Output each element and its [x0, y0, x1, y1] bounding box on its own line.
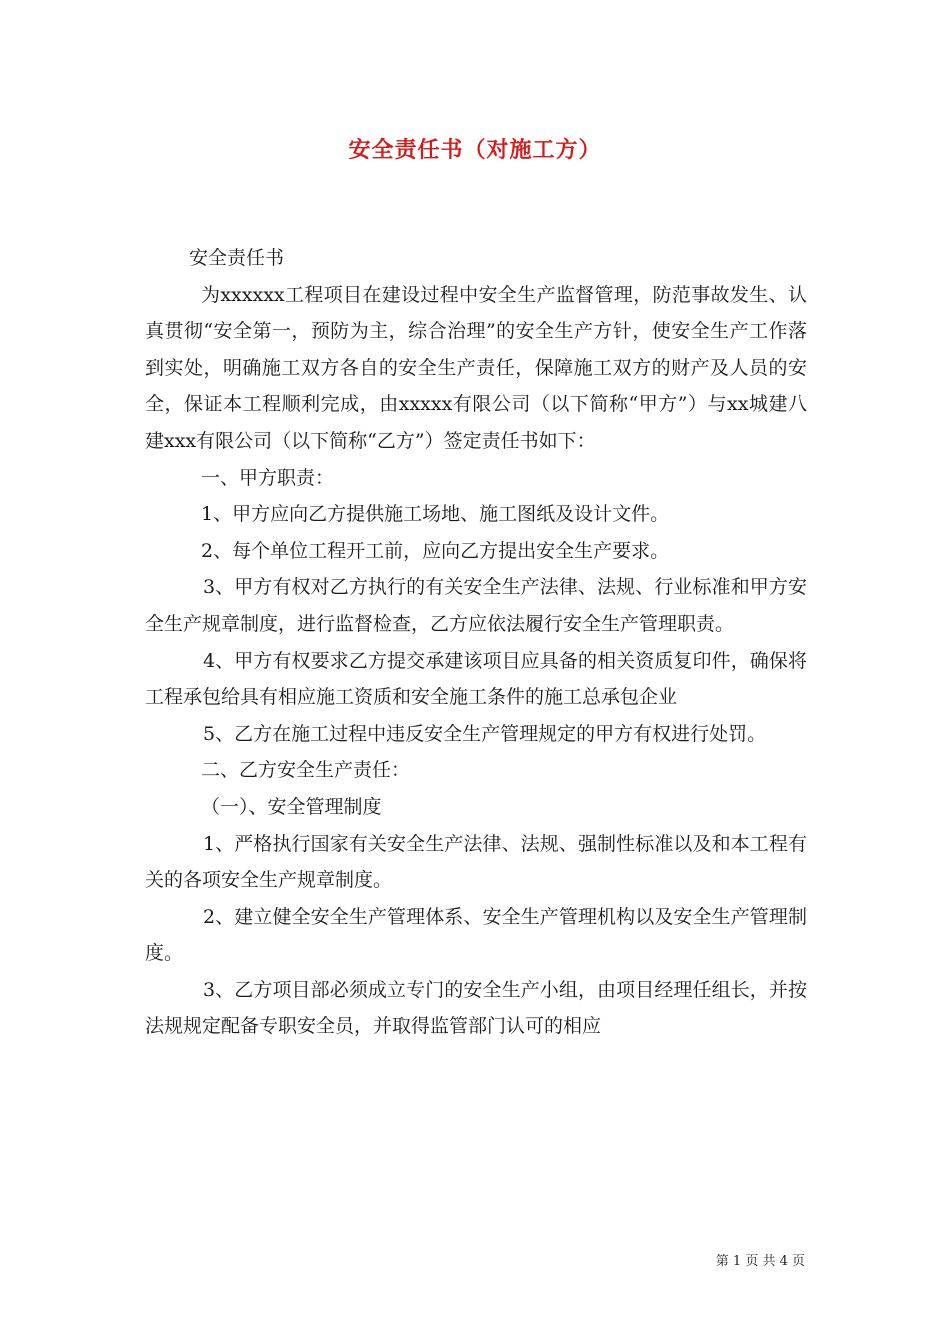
paragraph: 一、甲方职责：	[201, 466, 335, 489]
document-body	[145, 240, 807, 1045]
paragraph: 1、严格执行国家有关安全生产法律、法规、强制性标准以及和本工程有关的各项安全生产规章制度。	[145, 832, 807, 892]
paragraph: 3、乙方项目部必须成立专门的安全生产小组，由项目经理任组长，并按法规规定配备专职安全员，并取得监管部门认可的相应	[145, 978, 807, 1038]
paragraph: 二、乙方安全生产责任：	[201, 759, 411, 782]
page-number: 第 1 页 共 4 页	[715, 1254, 805, 1269]
paragraph: 1、甲方应向乙方提供施工场地、施工图纸及设计文件。	[201, 503, 670, 526]
paragraph: 2、建立健全安全生产管理体系、安全生产管理机构以及安全生产管理制度。	[145, 905, 807, 965]
paragraph: 为xxxxxx工程项目在建设过程中安全生产监督管理，防范事故发生、认真贯彻“安全第一，预防为主，综合治理”的安全生产方针，使安全生产工作落到实处，明确施工双方各自的安全生产责任，保障施工双方的财产及人员的安全，保证本工程顺利完成，由xxxxx有限公司（以下简称“甲方”）与xx城建八建xxx有限公司（以下简称“乙方”）签定责任书如下：	[145, 283, 807, 452]
paragraph: 4、甲方有权要求乙方提交承建该项目应具备的相关资质复印件，确保将工程承包给具有相应施工资质和安全施工条件的施工总承包企业	[145, 649, 807, 709]
paragraph: （一）、安全管理制度	[201, 795, 382, 818]
paragraph: 安全责任书	[189, 247, 285, 269]
paragraph: 3、甲方有权对乙方执行的有关安全生产法律、法规、行业标准和甲方安全生产规章制度，进行监督检查，乙方应依法履行安全生产管理职责。	[145, 576, 807, 635]
paragraph: 2、每个单位工程开工前，应向乙方提出安全生产要求。	[201, 539, 670, 562]
paragraph: 5、乙方在施工过程中违反安全生产管理规定的甲方有权进行处罚。	[203, 722, 767, 745]
document-title: 安全责任书（对施工方）	[348, 137, 602, 163]
